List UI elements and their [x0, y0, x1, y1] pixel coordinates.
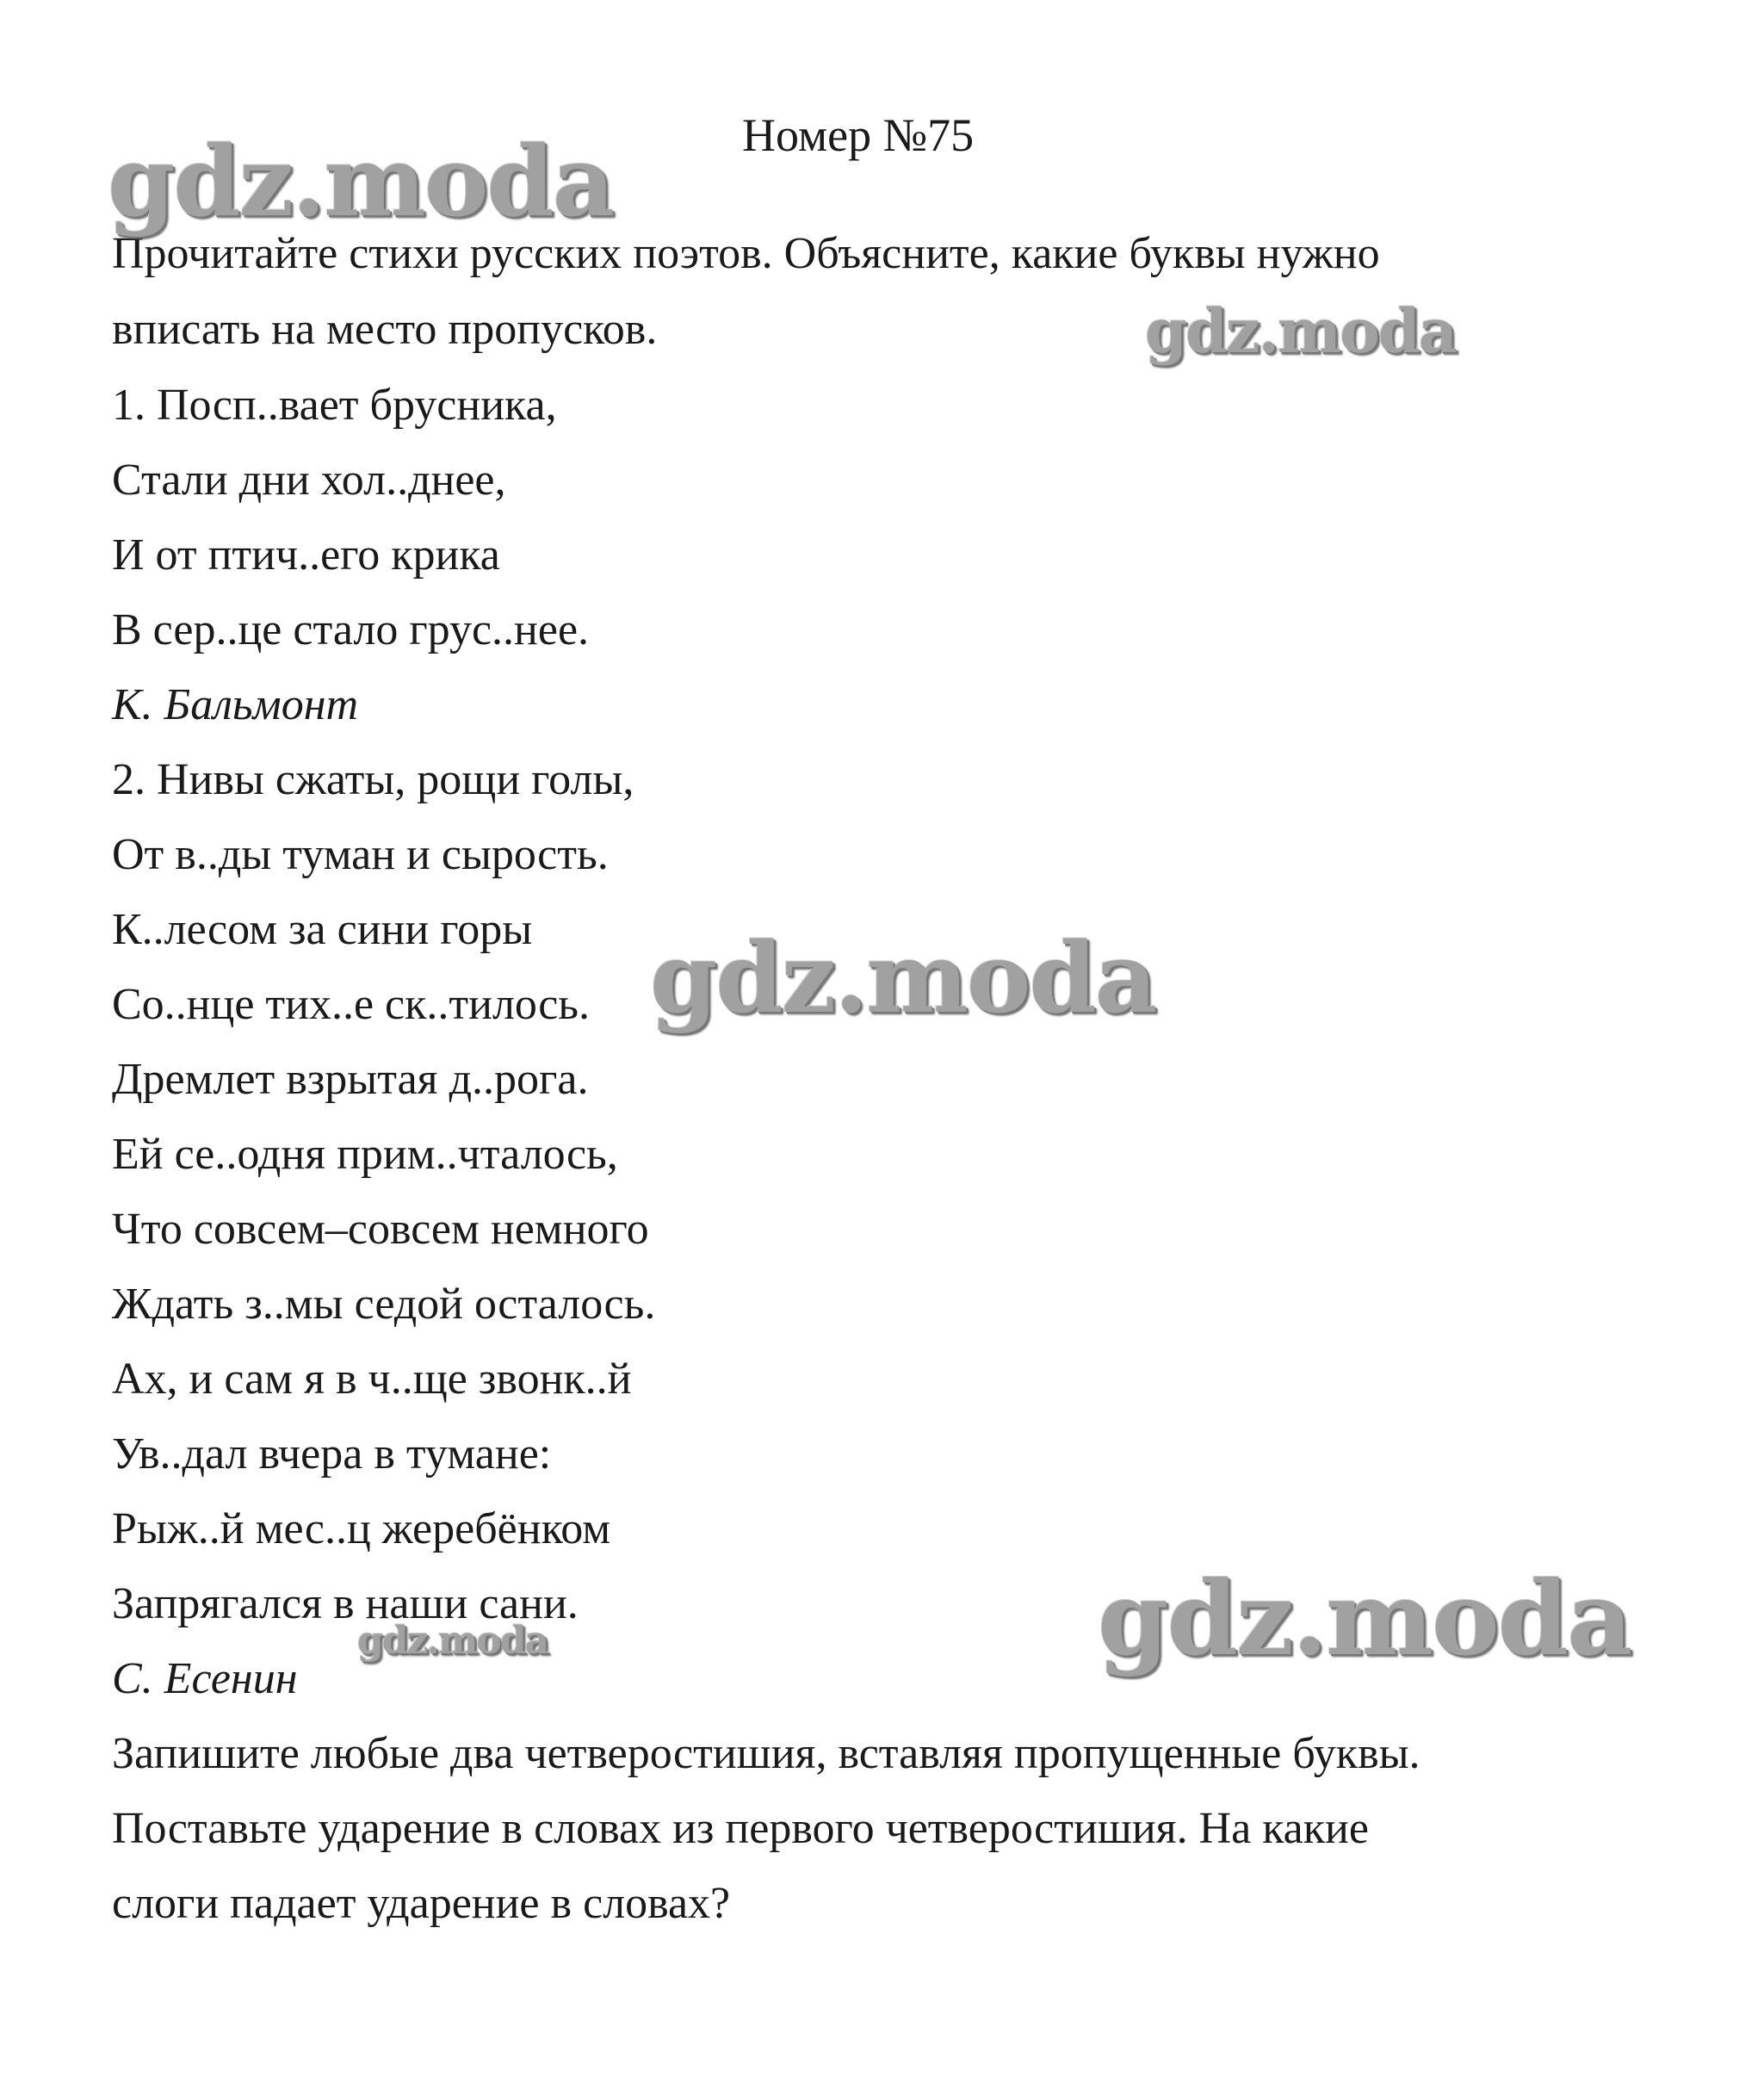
watermark-logo: gdz.moda [650, 922, 1156, 1035]
poem2-line-8: Ждать з..мы седой осталось. [112, 1280, 656, 1329]
outro-line-2: Поставьте ударение в словах из первого четверостишия. На какие [112, 1804, 1369, 1853]
poem1-line-1: 1. Посп..вает брусника, [112, 381, 557, 430]
poem2-line-4: Со..нце тих..е ск..тилось. [112, 980, 590, 1029]
poem2-line-11: Рыж..й мес..ц жеребёнком [112, 1504, 611, 1553]
outro-line-1: Запишите любые два четверостишия, вставляя пропущенные буквы. [112, 1729, 1420, 1778]
watermark-logo: gdz.moda [108, 126, 614, 239]
watermark-logo: gdz.moda [357, 1619, 548, 1663]
poem2-line-3: К..лесом за сини горы [112, 905, 533, 954]
poem1-line-4: В сер..це стало грус..нее. [112, 605, 590, 654]
poem2-line-10: Ув..дал вчера в тумане: [112, 1429, 552, 1478]
intro-line-2: вписать на место пропусков. [112, 305, 658, 354]
intro-line-1: Прочитайте стихи русских поэтов. Объясните, какие буквы нужно [112, 229, 1380, 278]
poem1-line-2: Стали дни хол..днее, [112, 456, 506, 505]
poem2-line-7: Что совсем–совсем немного [112, 1205, 649, 1254]
watermark-logo: gdz.moda [1098, 1559, 1631, 1678]
poem2-line-6: Ей се..одня прим..чталось, [112, 1130, 618, 1179]
poem2-line-1: 2. Нивы сжаты, рощи голы, [112, 755, 634, 804]
page-title: Номер №75 [742, 109, 975, 161]
poem1-author: К. Бальмонт [112, 680, 359, 729]
poem2-line-5: Дремлет взрытая д..рога. [112, 1055, 589, 1104]
poem2-line-9: Ах, и сам я в ч..ще звонк..й [112, 1354, 632, 1404]
outro-line-3: слоги падает ударение в словах? [112, 1879, 731, 1928]
watermark-logo: gdz.moda [1145, 295, 1457, 367]
poem2-line-12: Запрягался в наши сани. [112, 1579, 579, 1628]
poem1-line-3: И от птич..его крика [112, 530, 500, 580]
poem2-author: С. Есенин [112, 1654, 298, 1703]
poem2-line-2: От в..ды туман и сырость. [112, 830, 609, 879]
